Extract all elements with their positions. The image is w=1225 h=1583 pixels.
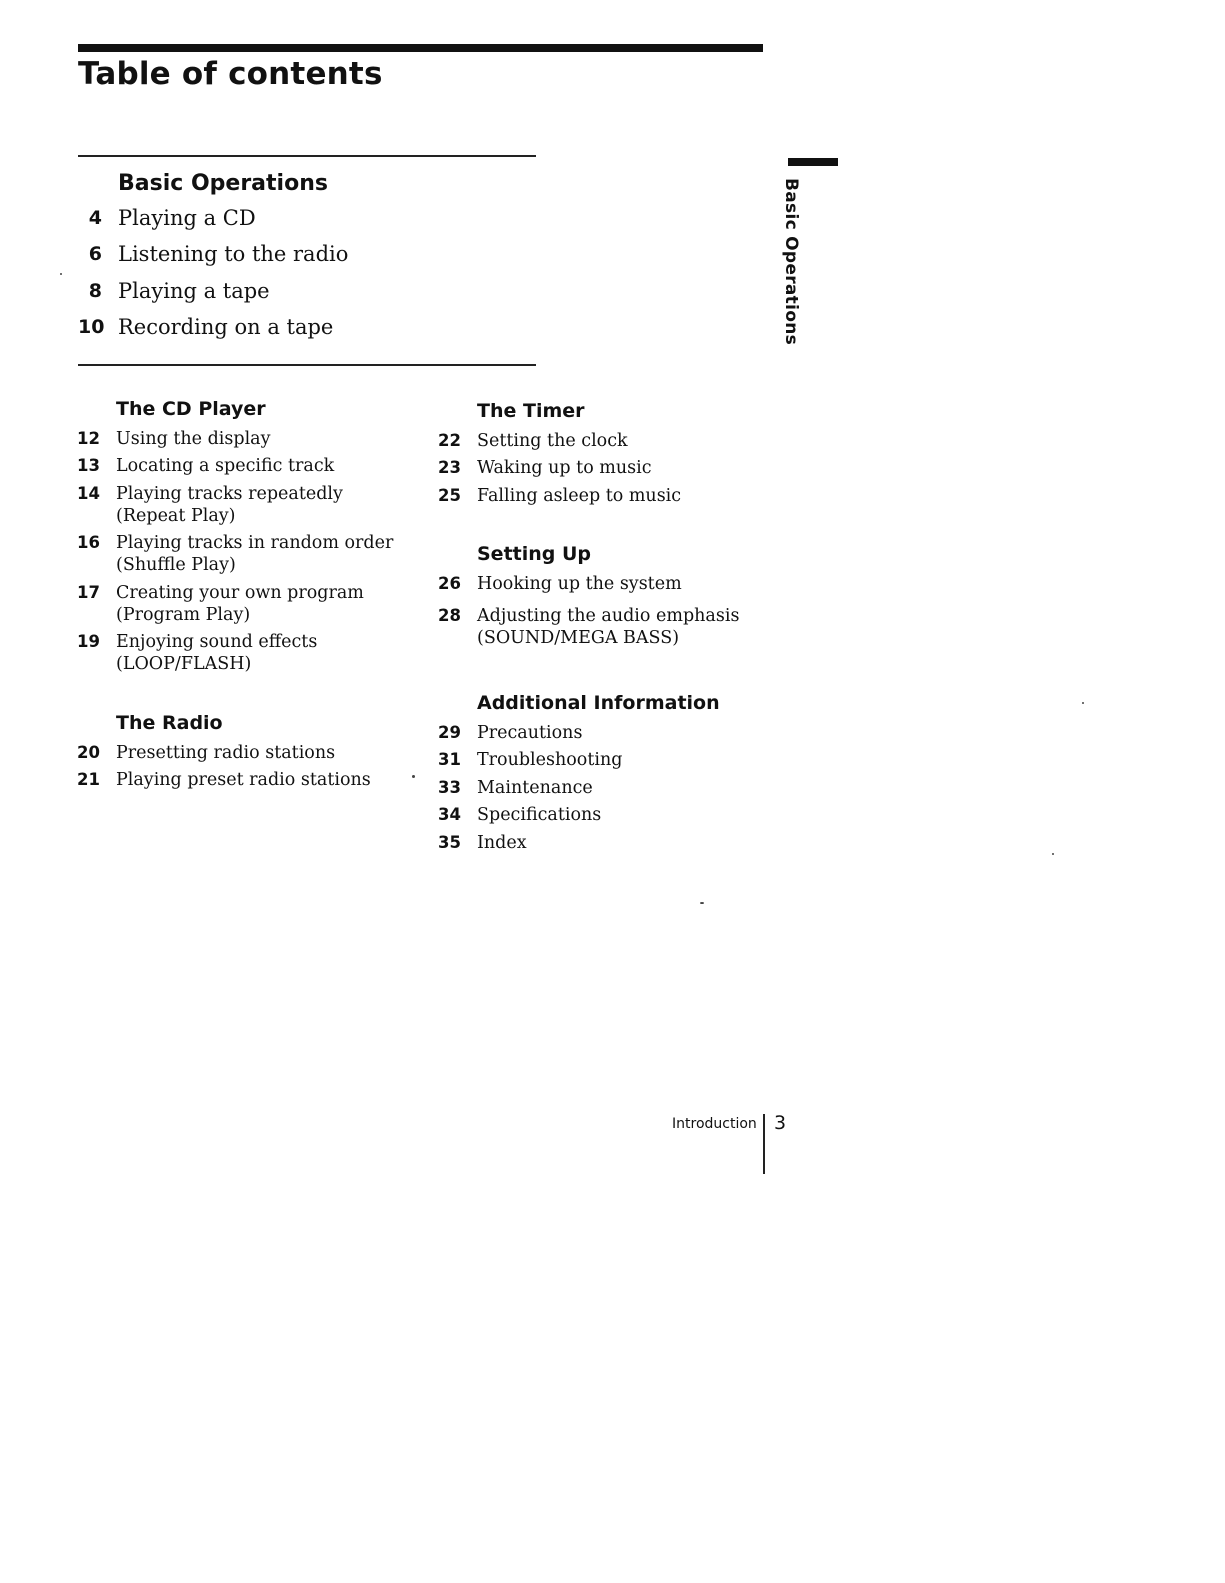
toc-entry[interactable] (78, 239, 348, 276)
entry-subtitle: (Repeat Play) (116, 505, 236, 526)
section-setting-up (437, 543, 739, 654)
section-heading: Basic Operations (118, 171, 328, 196)
toc-entry[interactable] (78, 276, 348, 313)
entry-title: Enjoying sound effects (116, 632, 318, 653)
entry-title: Maintenance (477, 777, 593, 798)
entry-title: Playing a CD (118, 205, 256, 230)
entry-title: Playing tracks repeatedly (116, 483, 343, 504)
entry-title: Locating a specific track (116, 456, 335, 477)
toc-entry[interactable] (78, 203, 348, 240)
toc-list (437, 722, 720, 854)
toc-list (76, 742, 371, 792)
toc-entry[interactable] (437, 605, 739, 649)
page-number: 12 (77, 428, 100, 448)
toc-entry[interactable] (76, 532, 393, 576)
page-number: 10 (78, 316, 105, 338)
page-number: 35 (438, 832, 461, 852)
scan-speck (412, 775, 415, 778)
section-rule-bottom (78, 364, 536, 366)
page-number: 4 (88, 206, 102, 229)
entry-title: Playing a tape (118, 278, 270, 303)
entry-subtitle: (Shuffle Play) (116, 555, 236, 576)
entry-title: Specifications (477, 805, 602, 826)
toc-entry[interactable] (76, 428, 393, 450)
entry-title: Creating your own program (116, 582, 364, 603)
toc-list (437, 573, 739, 649)
toc-list (437, 430, 681, 507)
toc-list (76, 428, 393, 676)
page-number: 34 (438, 805, 461, 825)
page-number: 26 (438, 573, 461, 593)
page-number: 13 (77, 456, 100, 476)
page-number: 22 (438, 430, 461, 450)
toc-entry[interactable] (437, 485, 681, 507)
toc-entry[interactable] (76, 631, 393, 675)
toc-entry[interactable] (437, 457, 681, 479)
entry-title: Recording on a tape (118, 315, 334, 339)
footer-page-number: 3 (774, 1112, 787, 1134)
side-tab-label: Basic Operations (781, 178, 801, 346)
entry-title: Presetting radio stations (116, 742, 336, 763)
toc-entry[interactable] (437, 804, 720, 826)
section-radio (76, 712, 371, 797)
section-heading: Additional Information (477, 692, 720, 714)
scan-speck (700, 902, 704, 904)
page-number: 33 (438, 777, 461, 797)
top-rule (78, 44, 763, 52)
entry-title: Listening to the radio (118, 242, 349, 266)
scan-speck (1052, 853, 1054, 855)
section-heading: The Radio (116, 712, 223, 734)
entry-title: Falling asleep to music (477, 485, 682, 506)
entry-subtitle: (Program Play) (116, 604, 251, 625)
page-number: 23 (438, 458, 461, 478)
toc-entry[interactable] (437, 430, 681, 452)
entry-title: Troubleshooting (477, 750, 623, 771)
toc-entry[interactable] (76, 582, 393, 626)
entry-title: Precautions (477, 722, 583, 743)
page-number: 14 (77, 483, 100, 503)
toc-entry[interactable] (76, 769, 371, 791)
page-number: 25 (438, 485, 461, 505)
entry-title: Adjusting the audio emphasis (477, 605, 740, 626)
section-basic-operations (78, 170, 348, 349)
page-number: 8 (88, 279, 102, 302)
section-additional-information (437, 692, 720, 859)
page-number: 6 (88, 243, 102, 265)
entry-subtitle: (LOOP/FLASH) (116, 654, 252, 675)
section-rule-top (78, 155, 536, 157)
toc-entry[interactable] (437, 832, 720, 854)
page-number: 29 (438, 722, 461, 742)
page-title: Table of contents (78, 56, 383, 92)
entry-title: Waking up to music (477, 458, 652, 479)
toc-entry[interactable] (437, 777, 720, 799)
entry-title: Hooking up the system (477, 573, 682, 594)
entry-title: Index (477, 832, 527, 853)
page-number: 19 (77, 632, 100, 652)
section-timer (437, 400, 681, 512)
toc-entry[interactable] (437, 722, 720, 744)
section-heading: The Timer (477, 400, 585, 422)
entry-title: Setting the clock (477, 430, 628, 451)
footer-section-label: Introduction (672, 1116, 757, 1132)
toc-list (78, 203, 348, 349)
page-number: 28 (438, 605, 461, 625)
page-number: 31 (438, 750, 461, 770)
toc-entry[interactable] (78, 312, 348, 349)
toc-entry[interactable] (437, 749, 720, 771)
page-number: 17 (77, 582, 100, 602)
toc-entry[interactable] (437, 573, 739, 595)
entry-title: Playing preset radio stations (116, 770, 371, 791)
page-number: 21 (77, 770, 100, 790)
footer-separator (763, 1114, 765, 1174)
scan-speck (1082, 702, 1084, 704)
entry-subtitle: (SOUND/MEGA BASS) (477, 627, 680, 648)
page-number: 20 (77, 742, 100, 762)
section-cd-player (76, 398, 393, 681)
toc-entry[interactable] (76, 742, 371, 764)
section-heading: The CD Player (116, 398, 266, 420)
section-heading: Setting Up (477, 543, 592, 565)
toc-entry[interactable] (76, 455, 393, 477)
entry-title: Using the display (116, 428, 271, 449)
scan-speck (60, 273, 62, 275)
entry-title: Playing tracks in random order (116, 533, 394, 554)
page-number: 16 (77, 533, 100, 553)
side-tab-marker (788, 158, 838, 166)
toc-entry[interactable] (76, 483, 393, 527)
